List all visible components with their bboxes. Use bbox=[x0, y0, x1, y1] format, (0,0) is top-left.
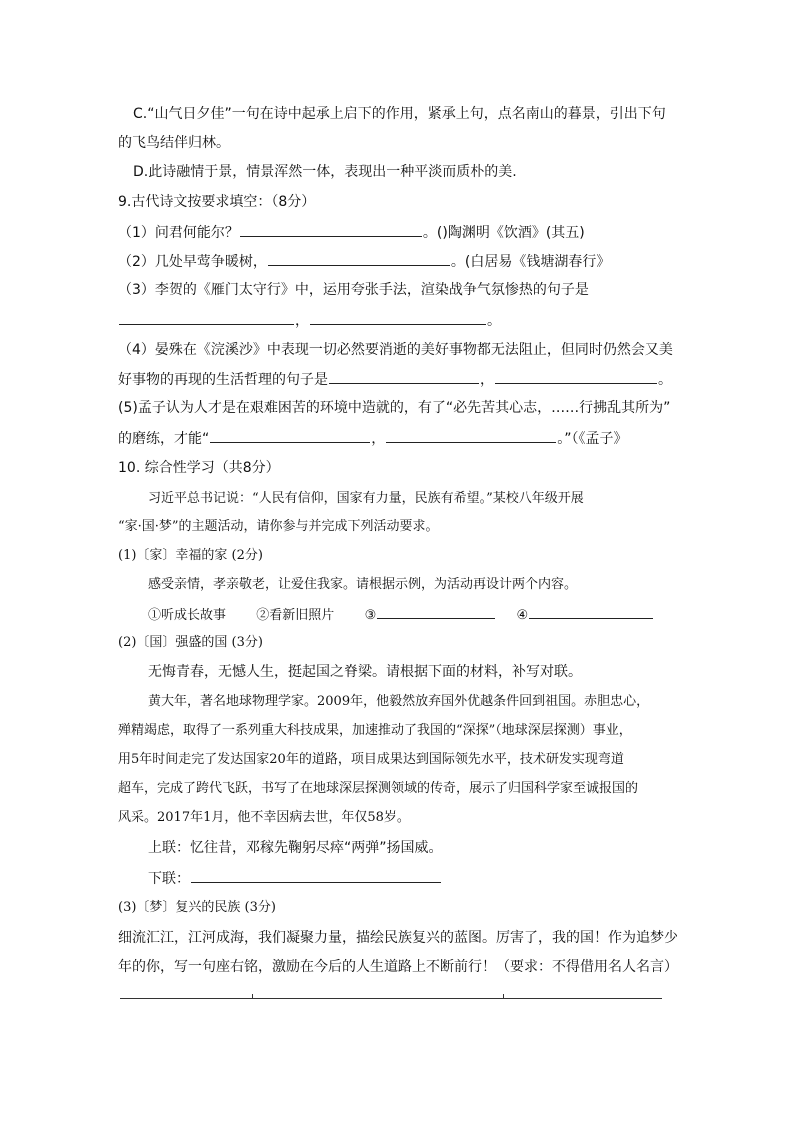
q9-item-3-answer-line bbox=[118, 310, 678, 331]
q10-part2-lower-answer-blank[interactable] bbox=[191, 868, 441, 883]
q9-heading: 9.古代诗文按要求填空：（8分） bbox=[118, 194, 316, 210]
q8-option-c-line1: C.“山气日夕佳”一句在诗中起承上启下的作用，紧承上句，点名南山的暮景，引出下句 bbox=[133, 106, 666, 122]
q9-item-5-end: 。”（《孟子》 bbox=[557, 431, 628, 447]
q10-part2-material-line4: 超车，完成了跨代飞跃，书写了在地球深层探测领域的传奇，展示了归国科学家至诚报国的 bbox=[118, 781, 639, 796]
q10-part3-title: (3)〔梦〕复兴的民族 (3分) bbox=[118, 900, 276, 915]
q9-item-4-prompt: （4）晏殊在《浣溪沙》中表现一切必然要消逝的美好事物都无法阻止，但同时仍然会又美 bbox=[118, 342, 673, 358]
q9-item-5-prompt: (5)孟子认为人才是在艰难困苦的环境中造就的，有了“必先苦其心志，……行拂乱其所为” bbox=[118, 400, 671, 416]
q9-item-4-separator: ， bbox=[480, 372, 494, 388]
q10-part2-lower-couplet bbox=[148, 868, 708, 889]
q9-item-5-answer-line bbox=[118, 428, 678, 449]
q9-item-4-answer-blank-1[interactable] bbox=[329, 369, 479, 384]
q9-item-3-answer-blank-2[interactable] bbox=[310, 310, 486, 325]
q10-part2-upper-couplet: 上联：忆往昔，邓稼先鞠躬尽瘁“两弹”扬国威。 bbox=[148, 840, 443, 856]
q10-part1-title: (1)〔家〕幸福的家 (2分) bbox=[118, 548, 263, 563]
q10-part1-answer-blank-4[interactable] bbox=[529, 604, 653, 619]
q10-part1-example-1: ①听成长故事 bbox=[148, 608, 227, 623]
q9-item-5-separator: ， bbox=[371, 431, 386, 447]
answer-line-tick bbox=[252, 994, 253, 999]
q10-intro-line2: “家·国·梦”的主题活动，请你参与并完成下列活动要求。 bbox=[118, 519, 439, 534]
q10-part1-examples bbox=[148, 604, 708, 626]
q9-item-2 bbox=[118, 251, 678, 272]
q10-part1-number-4: ④ bbox=[516, 608, 529, 623]
q9-item-4-end: 。 bbox=[658, 372, 672, 388]
q9-item-2-prompt: （2）几处早莺争暖树， bbox=[118, 254, 267, 270]
q10-part3-text-line2: 年的你，写一句座右铭，激励在今后的人生道路上不断前行！（要求：不得借用名人名言） bbox=[118, 959, 678, 975]
q9-item-1-source: 。()陶渊明《饮酒》(其五) bbox=[422, 225, 585, 241]
q9-item-1-prompt: （1）问君何能尔？ bbox=[118, 225, 239, 241]
q9-item-3-answer-blank-1[interactable] bbox=[119, 310, 294, 325]
q9-item-4-answer-blank-2[interactable] bbox=[495, 369, 657, 384]
q9-item-5-prompt-cont: 的磨练，才能“ bbox=[118, 431, 210, 447]
q9-item-3-separator: ， bbox=[295, 313, 309, 329]
q9-item-3-end: 。 bbox=[487, 313, 501, 329]
q9-item-5-answer-blank-1[interactable] bbox=[210, 428, 370, 443]
q10-heading: 10. 综合性学习（共8分） bbox=[118, 460, 280, 476]
q10-part3-text-line1: 细流汇江，江河成海，我们凝聚力量，描绘民族复兴的蓝图。厉害了，我的国！作为追梦少 bbox=[118, 930, 678, 946]
q10-part2-lower-label: 下联： bbox=[148, 871, 190, 887]
q8-option-c-line2: 的飞鸟结伴归林。 bbox=[118, 135, 230, 151]
q10-part1-answer-blank-3[interactable] bbox=[377, 604, 495, 619]
q10-part2-title: (2)〔国〕强盛的国 (3分) bbox=[118, 635, 263, 650]
q9-item-4-answer-line bbox=[118, 369, 678, 390]
q10-part3-answer-line[interactable] bbox=[120, 998, 662, 999]
answer-line-tick bbox=[503, 994, 504, 999]
q10-part2-material-line3: 用5年时间走完了发达国家20年的道路，项目成果达到国际领先水平，技术研发实现弯道 bbox=[118, 752, 624, 767]
q10-part1-number-3: ③ bbox=[364, 608, 377, 623]
q9-item-3-prompt: （3）李贺的《雁门太守行》中，运用夸张手法，渲染战争气氛惨热的句子是 bbox=[118, 282, 589, 298]
q10-intro-line1: 习近平总书记说：“人民有信仰，国家有力量，民族有希望。”某校八年级开展 bbox=[148, 491, 584, 506]
q9-item-2-answer-blank[interactable] bbox=[268, 251, 450, 266]
q10-part2-material-line5: 风采。2017年1月，他不幸因病去世，年仅58岁。 bbox=[118, 810, 410, 825]
q9-item-1 bbox=[118, 222, 678, 243]
q9-item-4-prompt-cont: 好事物的再现的生活哲理的句子是 bbox=[118, 372, 328, 388]
q9-item-1-answer-blank[interactable] bbox=[240, 222, 422, 237]
q10-part2-instruction: 无悔青春，无憾人生，挺起国之脊梁。请根据下面的材料，补写对联。 bbox=[148, 664, 582, 680]
q10-part2-material-line1: 黄大年，著名地球物理学家。2009年，他毅然放弃国外优越条件回到祖国。赤胆忠心， bbox=[148, 694, 650, 709]
q9-item-2-source: 。(白居易《钱塘湖春行》 bbox=[450, 254, 611, 270]
q8-option-d: D.此诗融情于景，情景浑然一体，表现出一种平淡而质朴的美. bbox=[133, 164, 517, 180]
q10-part1-instruction: 感受亲情，孝亲敬老，让爱住我家。请根据示例，为活动再设计两个内容。 bbox=[148, 577, 578, 592]
q9-item-5-answer-blank-2[interactable] bbox=[386, 428, 556, 443]
q10-part1-example-2: ②看新旧照片 bbox=[256, 608, 335, 623]
q10-part2-material-line2: 殚精竭虑，取得了一系列重大科技成果，加速推动了我国的“深探”（地球深层探测）事业， bbox=[118, 723, 632, 738]
